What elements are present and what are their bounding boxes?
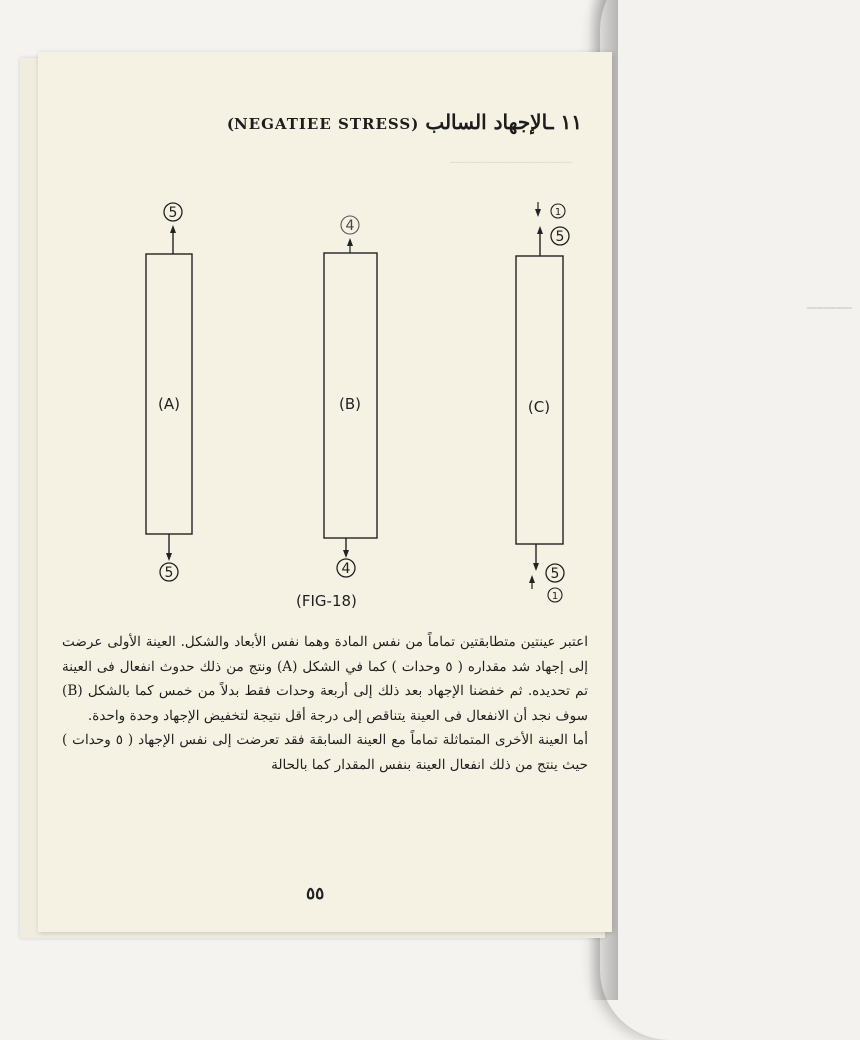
heading-arabic: الإجهاد السالب [425,110,548,134]
bottom-load-value: 5 [164,565,174,581]
top-load-value: 5 [168,205,178,221]
bleed-through-text: ــــــــــــــــــــــــــــــــ [450,152,572,167]
book-page [38,52,612,932]
figure-caption: (FIG-18) [296,592,357,610]
sample-c [516,202,569,602]
sample-label: (C) [527,398,551,416]
top-load-value: 4 [345,218,355,234]
paragraph: أما العينة الأخرى المتماثلة تماماً مع العينة السابقة فقد تعرضت إلى نفس الإجهاد ( ٥ وحدات ) حيث ينتج من ذلك انفعال العينة بنفس المقدار كما بالحالة [62,732,588,773]
bottom-load-value: 4 [341,561,351,577]
bottom-load-value: 5 [550,566,560,582]
top-load-value: 5 [555,229,565,245]
sample-label: (B) [339,395,361,413]
specimen-bar [146,254,192,534]
facing-page [600,0,860,1040]
heading-number: ١١ ـ [547,110,582,134]
sample-label: (A) [158,395,180,413]
body-text [62,630,588,777]
bottom-extra-load-value: 1 [551,591,559,602]
facing-page-text: ـــــــ [806,290,852,315]
sample-a [146,203,192,581]
paragraph: اعتبر عينتين متطابقتين تماماً من نفس المادة وهما نفس الأبعاد والشكل. العينة الأولى عرضت إلى إجهاد شد مقداره ( ٥ وحدات ) كما في الشكل (A) ونتج من ذلك حدوث انفعال فى العينة تم تحديده. ثم خفضنا الإجهاد بعد ذلك إلى أربعة وحدات فقط بدلاً من خمس كما بالشكل (B) سوف نجد أن الانفعال فى العينة يتناقص إلى درجة أقل نتيجة لتخفيض الإجهاد وحدة واحدة. [62,634,588,724]
top-extra-load-value: 1 [554,207,562,218]
stress-figure [38,52,612,612]
page-number: ٥٥ [306,884,325,904]
sample-b [324,216,377,577]
heading-english: (NEGATIEE STRESS) [226,115,419,133]
